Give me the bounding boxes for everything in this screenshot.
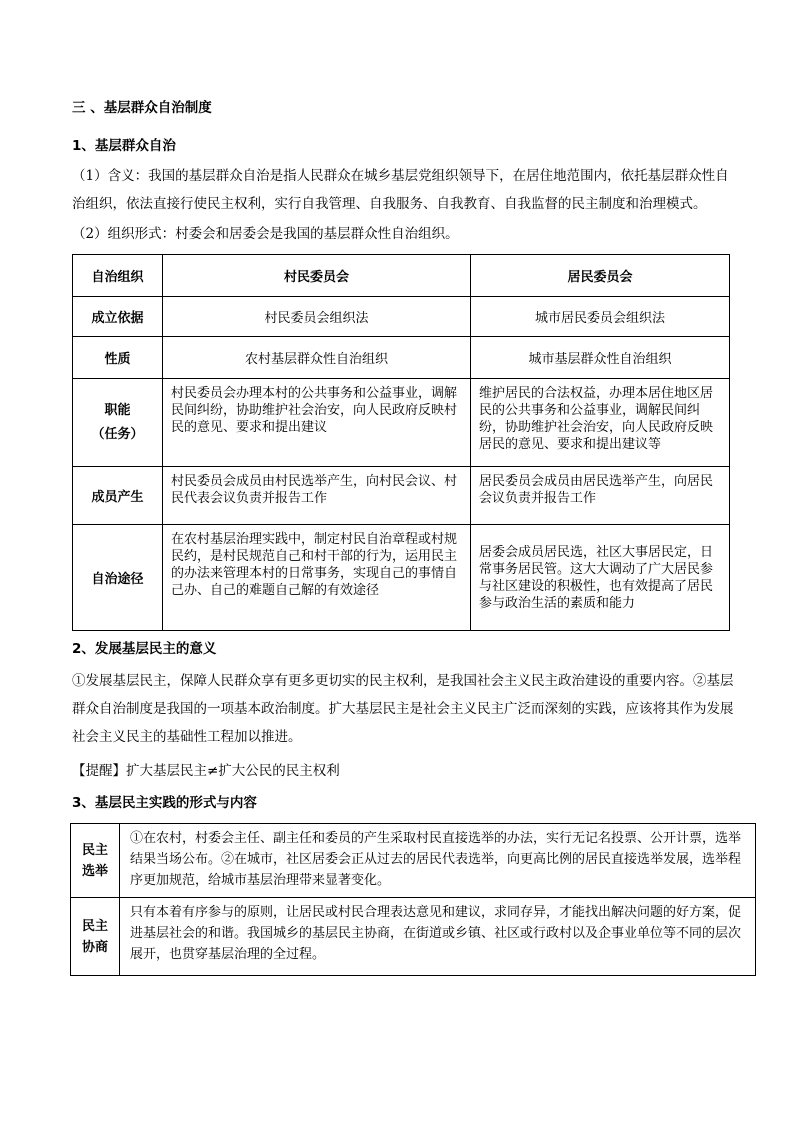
democracy-practice-table [70, 823, 756, 976]
resident-cell: 维护居民的合法权益，办理本居住地区居民的公共事务和公益事业，调解民间纠纷，协助维护社会治安，向人民政府反映居民的意见、要求和提出建议等 [471, 379, 730, 467]
table-row [73, 525, 730, 631]
content-cell: 只有本着有序参与的原则，让居民或村民合理表达意见和建议，求同存异，才能找出解决问题的好方案，促进基层社会的和谐。我国城乡的基层民主协商，在街道或乡镇、社区或行政村以及企事业单位等不同的层次展开，也贯穿基层治理的全过程。 [120, 898, 756, 976]
table-header-row [73, 255, 730, 297]
resident-cell: 居委会成员居民选，社区大事居民定，日常事务居民管。这大大调动了广大居民参与社区建设的积极性，也有效提高了居民参与政治生活的素质和能力 [471, 525, 730, 631]
table-row [71, 898, 756, 976]
table-row [73, 337, 730, 379]
village-cell: 村民委员会成员由村民选举产生，向村民会议、村民代表会议负责并报告工作 [163, 467, 471, 525]
autonomy-organization-table [72, 254, 730, 631]
row-label-line: 民主 [81, 842, 108, 858]
reminder-note: 【提醒】扩大基层民主≠扩大公民的民主权利 [72, 763, 340, 779]
village-cell: 在农村基层治理实践中，制定村民自治章程或村规民约，是村民规范自己和村干部的行为，运用民主的办法来管理本村的日常事务，实现自己的事情自己办、自己的难题自己解的有效途径 [163, 525, 471, 631]
row-label: 成立依据 [73, 297, 163, 337]
subsection-1-title: 1、基层群众自治 [72, 138, 176, 154]
subsection-2-title: 2、发展基层民主的意义 [72, 641, 217, 657]
row-label: 性质 [73, 337, 163, 379]
row-label-line: 民主 [81, 918, 108, 934]
row-label [73, 379, 163, 467]
table-row [73, 297, 730, 337]
table-row [73, 467, 730, 525]
village-cell: 农村基层群众性自治组织 [163, 337, 471, 379]
row-label-line: 选举 [81, 863, 108, 879]
row-label-line: 协商 [81, 939, 108, 955]
table-row [73, 379, 730, 467]
row-label: 自治途径 [73, 525, 163, 631]
row-label [71, 824, 120, 898]
content-cell: ①在农村，村委会主任、副主任和委员的产生采取村民直接选举的办法，实行无记名投票、公开计票，选举结果当场公布。②在城市，社区居委会正从过去的居民代表选举，向更高比例的居民直接选举发展，选举程序更加规范，给城市基层治理带来显著变化。 [120, 824, 756, 898]
subsection-3-title: 3、基层民主实践的形式与内容 [72, 795, 257, 811]
row-label [71, 898, 120, 976]
significance-paragraph: ①发展基层民主，保障人民群众享有更多更切实的民主权利，是我国社会主义民主政治建设的重要内容。②基层群众自治制度是我国的一项基本政治制度。扩大基层民主是社会主义民主广泛而深刻的实践，应该将其作为发展社会主义民主的基础性工程加以推进。 [72, 673, 734, 745]
document-page [72, 92, 742, 976]
village-cell: 村民委员会办理本村的公共事务和公益事业，调解民间纠纷，协助维护社会治安，向人民政府反映村民的意见、要求和提出建议 [163, 379, 471, 467]
form-paragraph: （2）组织形式：村委会和居委会是我国的基层群众性自治组织。 [72, 226, 459, 242]
section-title: 三 、基层群众自治制度 [72, 100, 212, 116]
resident-cell: 城市居民委员会组织法 [471, 297, 730, 337]
village-cell: 村民委员会组织法 [163, 297, 471, 337]
meaning-paragraph: （1）含义：我国的基层群众自治是指人民群众在城乡基层党组织领导下，在居住地范围内，依托基层群众性自治组织，依法直接行使民主权利，实行自我管理、自我服务、自我教育、自我监督的民主制度和治理模式。 [72, 168, 729, 212]
row-label-line: 职能 [104, 402, 131, 418]
table-row [71, 824, 756, 898]
header-cell: 村民委员会 [163, 255, 471, 297]
resident-cell: 居民委员会成员由居民选举产生，向居民会议负责并报告工作 [471, 467, 730, 525]
row-label-line: （任务） [91, 426, 144, 442]
row-label: 成员产生 [73, 467, 163, 525]
resident-cell: 城市基层群众性自治组织 [471, 337, 730, 379]
header-cell: 自治组织 [73, 255, 163, 297]
header-cell: 居民委员会 [471, 255, 730, 297]
